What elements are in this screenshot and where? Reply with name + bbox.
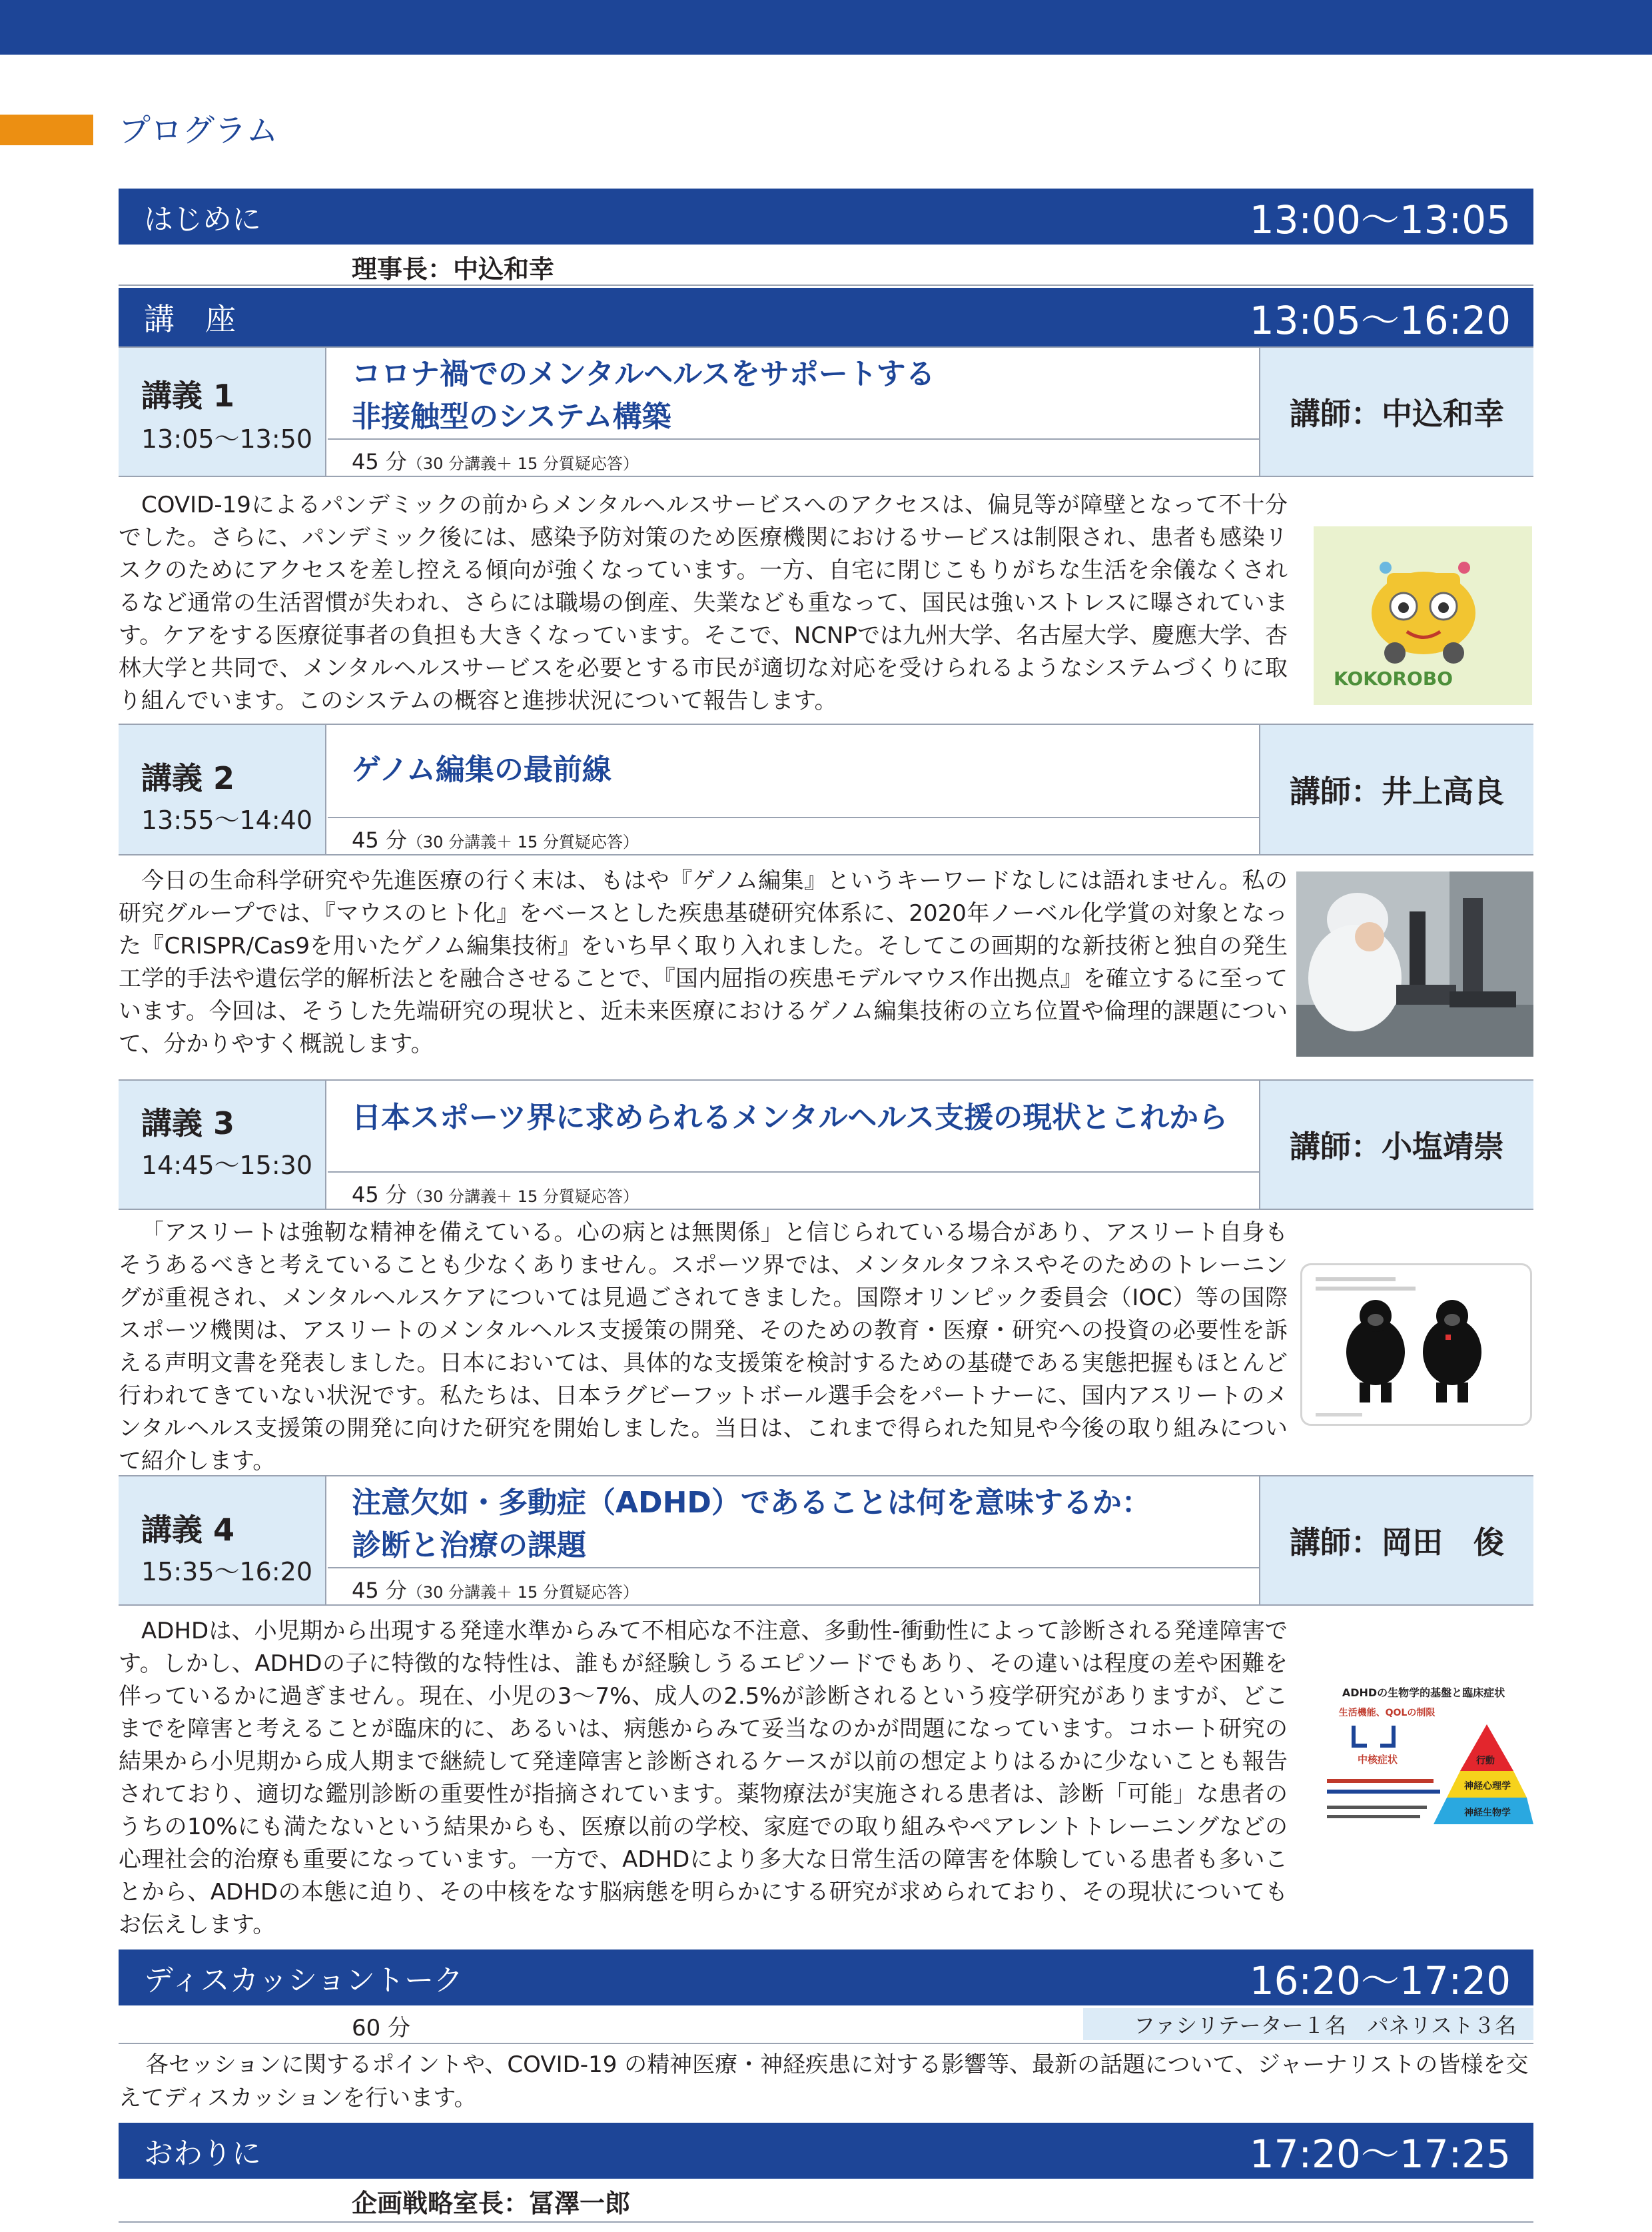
lecture-duration-detail: （30 分講義＋ 15 分質疑応答） [406, 454, 639, 473]
lecture-2-description: 今日の生命科学研究や先進医療の行く末は、もはや『ゲノム編集』というキーワードなしには語れません。私の研究グループでは、『マウスのヒト化』をベースとした疾患基礎研究体系に、2020年ノーベル化学賞の対象となった『CRISPR/Cas9を用いたゲノム編集技術』をいち早く取り入れました。そしてこの画期的な新技術と独自の発生工学的手法や遺伝学的解析法とを融合させることで、『国内屈指の疾患モデルマウス作出拠点』を確立するに至っています。今回は、そうした先端研究の現状と、近未来医療におけるゲノム編集技術の立ち位置や倫理的課題について、分かりやすく概説します。 [119, 867, 1288, 1057]
lectures-time: 13:05〜16:20 [1249, 298, 1511, 343]
lecture-4-label-cell [119, 1476, 326, 1604]
lecture-2-header [119, 724, 1533, 855]
lecture-duration: 45 分 [352, 449, 407, 474]
lecture-time: 13:55〜14:40 [141, 806, 313, 835]
lecture-duration-row [328, 438, 1376, 476]
lecture-1-label-cell [119, 348, 326, 476]
adhd-pyramid-icon [1314, 1679, 1533, 1852]
lecture-title-line1: ゲノム編集の最前線 [352, 753, 612, 787]
closing-person: 企画戦略室長：冨澤一郎 [352, 2189, 631, 2218]
discussion-time: 16:20〜17:20 [1249, 1958, 1511, 2003]
discussion-duration: 60 分 [352, 2015, 411, 2041]
closing-title: おわりに [144, 2137, 261, 2171]
lecture-duration-detail: （30 分講義＋ 15 分質疑応答） [406, 1583, 639, 1602]
opening-time: 13:00〜13:05 [1249, 197, 1511, 243]
lecture-duration: 45 分 [352, 1578, 407, 1603]
closing-time: 17:20〜17:25 [1249, 2131, 1511, 2177]
lecture-4-description: ADHDは、小児期から出現する発達水準からみて不相応な不注意、多動性-衝動性によって診断される発達障害です。しかし、ADHDの子に特徴的な特性は、誰もが経験しうるエピソードでもあり、その違いは程度の差や困難を伴っているかに過ぎません。現在、小児の3〜7%、成人の2.5%が診断されるという疫学研究がありますが、どこまでを障害と考えることが臨床的に、あるいは、病態からみて妥当なのかが問題になっています。コホート研究の結果から小児期から成人期まで継続して発達障害と診断されるケースが以前の想定よりはるかに少ないことも報告されており、適切な鑑別診断の重要性が指摘されています。薬物療法が実施される患者は、診断「可能」な患者のうちの10%にも満たないという結果からも、医療以前の学校、家庭での取り組みやペアレントトレーニングなどの心理社会的治療も重要になっています。一方で、ADHDにより多大な日常生活の障害を体験している患者も多いことから、ADHDの本態に迫り、その中核をなす脳病態を明らかにする研究が求められており、その現状についてもお伝えします。 [119, 1618, 1288, 1938]
adhd-diagram-subtitle: 生活機能、QOLの制限 [1338, 1708, 1436, 1718]
lecture-title-line1: 注意欠如・多動症（ADHD）であることは何を意味するか： [352, 1486, 1151, 1520]
adhd-pyramid-bottom: 神経生物学 [1464, 1808, 1511, 1818]
opening-person-row [119, 245, 1533, 286]
lecture-3-description: 「アスリートは強靭な精神を備えている。心の病とは無関係」と信じられている場合があり、アスリート自身もそうあるべきと考えていることも少なくありません。スポーツ界では、メンタルタフネスやそのためのトレーニングが重視され、メンタルヘルスケアについては見過ごされてきました。国際オリンピック委員会（IOC）等の国際スポーツ機関は、アスリートのメンタルヘルス支援策の開発、そのための教育・医療・研究への投資の必要性を訴える声明文書を発表しました。日本においては、具体的な支援策を検討するための基礎である実態把握もほとんど行われてきていない状況です。私たちは、日本ラグビーフットボール選手会をパートナーに、国内アスリートのメンタルヘルス支援策の開発に向けた研究を開始しました。当日は、これまで得られた知見や今後の取り組みについて紹介します。 [119, 1219, 1288, 1474]
lecture-speaker: 講師：井上高良 [1259, 725, 1533, 854]
adhd-diagram-title: ADHDの生物学的基盤と臨床症状 [1342, 1686, 1505, 1699]
adhd-diagram [1314, 1679, 1533, 1852]
lecture-label: 講義 3 [141, 1105, 235, 1141]
lecture-title-line2: 非接触型のシステム構築 [352, 400, 671, 434]
lecture-4-header [119, 1475, 1533, 1606]
lecture-time: 15:35〜16:20 [141, 1557, 313, 1586]
lectures-bar [119, 288, 1533, 346]
gorilla-icon [1302, 1265, 1530, 1424]
lecture-label: 講義 2 [141, 760, 235, 796]
lectures-title: 講 座 [144, 301, 236, 337]
section-marker [0, 115, 93, 145]
lecture-speaker: 講師：岡田 俊 [1259, 1476, 1533, 1604]
discussion-title: ディスカッショントーク [144, 1963, 464, 1997]
lecture-duration-row [328, 1567, 1376, 1604]
opening-bar [119, 189, 1533, 245]
kokorobo-image [1314, 526, 1532, 705]
scientist-microscope-icon [1296, 871, 1533, 1057]
lecture-duration-row [328, 817, 1376, 854]
lecture-2-label-cell [119, 725, 326, 854]
closing-person-row [119, 2179, 1533, 2223]
adhd-pyramid-top: 行動 [1476, 1756, 1495, 1766]
lecture-speaker: 講師：中込和幸 [1259, 348, 1533, 476]
lab-photo [1296, 871, 1533, 1057]
lecture-3-label-cell [119, 1081, 326, 1209]
lecture-label: 講義 4 [141, 1512, 235, 1548]
opening-title: はじめに [144, 203, 261, 237]
lecture-duration-row [328, 1171, 1376, 1209]
lecture-1-header [119, 346, 1533, 477]
lecture-3-header [119, 1079, 1533, 1210]
discussion-facilitators: ファシリテーター１名 パネリスト３名 [1083, 2008, 1533, 2040]
adhd-core-label: 中核症状 [1358, 1754, 1398, 1766]
section-title: プログラム [119, 112, 278, 149]
lecture-duration: 45 分 [352, 1182, 407, 1207]
lecture-speaker: 講師：小塩靖崇 [1259, 1081, 1533, 1209]
lecture-label: 講義 1 [141, 378, 235, 414]
lecture-duration: 45 分 [352, 828, 407, 853]
lecture-title-line1: 日本スポーツ界に求められるメンタルヘルス支援の現状とこれから [352, 1101, 1228, 1135]
gorilla-illustration [1300, 1263, 1532, 1426]
lecture-title-line1: コロナ禍でのメンタルヘルスをサポートする [352, 357, 935, 391]
lecture-title-line2: 診断と治療の課題 [352, 1528, 586, 1562]
discussion-bar [119, 1950, 1533, 2005]
lecture-1-description: COVID-19によるパンデミックの前からメンタルヘルスサービスへのアクセスは、偏見等が障壁となって不十分でした。さらに、パンデミック後には、感染予防対策のため医療機関におけるサービスは制限され、患者も感染リスクのためにアクセスを差し控える傾向が強くなっています。一方、自宅に閉じこもりがちな生活を余儀なくされるなど通常の生活習慣が失われ、さらには職場の倒産、失業なども重なって、国民は強いストレスに曝されています。ケアをする医療従事者の負担も大きくなっています。そこで、NCNPでは九州大学、名古屋大学、慶應大学、杏林大学と共同で、メンタルヘルスサービスを必要とする市民が適切な対応を受けられるようなシステムづくりに取り組んでいます。このシステムの概容と進捗状況について報告します。 [119, 492, 1288, 714]
discussion-description: 各セッションに関するポイントや、COVID-19 の精神医療・神経疾患に対する影響等、最新の話題について、ジャーナリストの皆様を交えてディスカッションを行います。 [119, 2051, 1529, 2111]
kokorobo-logo-text: KOKOROBO [1334, 668, 1453, 690]
discussion-info-row [119, 2005, 1533, 2044]
lecture-duration-detail: （30 分講義＋ 15 分質疑応答） [406, 1187, 639, 1206]
closing-bar [119, 2123, 1533, 2179]
lecture-time: 13:05〜13:50 [141, 424, 313, 454]
lecture-time: 14:45〜15:30 [141, 1151, 313, 1180]
adhd-pyramid-mid: 神経心理学 [1464, 1781, 1511, 1792]
opening-person: 理事長：中込和幸 [352, 255, 555, 284]
header-bar [0, 0, 1652, 55]
lecture-duration-detail: （30 分講義＋ 15 分質疑応答） [406, 833, 639, 851]
